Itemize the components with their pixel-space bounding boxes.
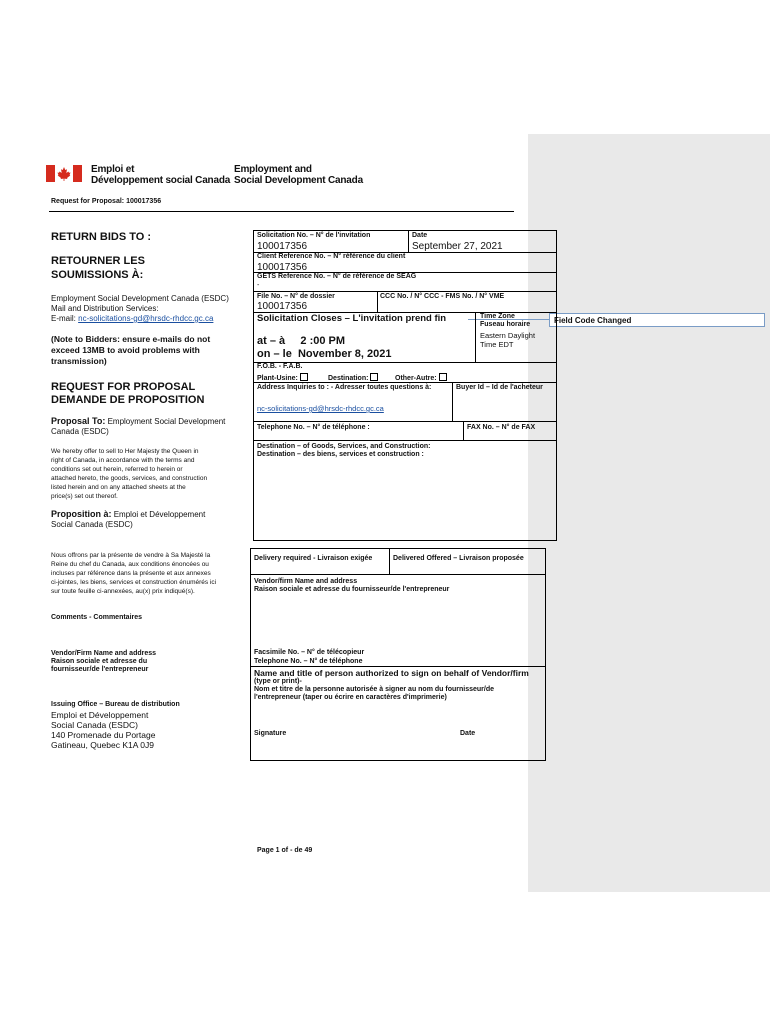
issuing-line2: Social Canada (ESDC) xyxy=(51,720,138,730)
buyer-id-label: Buyer Id – Id de l'acheteur xyxy=(456,384,543,391)
offer-en-line1: We hereby offer to sell to Her Majesty the Queen in xyxy=(51,448,199,455)
file-no-label: File No. – N° de dossier xyxy=(257,293,335,300)
divider xyxy=(389,548,390,574)
vendor-name-line1: Vendor/firm Name and address xyxy=(254,578,358,585)
divider xyxy=(463,421,464,440)
return-bids-heading: RETURN BIDS TO : xyxy=(51,231,152,243)
dept-fr-line2: Développement social Canada xyxy=(91,175,231,186)
destination-label: Destination: xyxy=(328,375,369,382)
date-value: September 27, 2021 xyxy=(412,241,503,252)
dept-en-line2: Social Development Canada xyxy=(234,175,363,186)
left-vendor-line2: Raison sociale et adresse du xyxy=(51,658,148,665)
offer-fr-line2: Reine du chef du Canada, aux conditions énoncées ou xyxy=(51,561,209,568)
delivery-required-label: Delivery required - Livraison exigée xyxy=(254,555,373,562)
offer-en-line2: right of Canada, in accordance with the terms and xyxy=(51,457,195,464)
proposition-line1 xyxy=(51,509,205,520)
closes-label: Solicitation Closes – L'invitation prend fin xyxy=(257,313,447,324)
file-no-value: 100017356 xyxy=(257,301,308,312)
left-vendor-label xyxy=(51,650,156,674)
offer-en-line6: price(s) set out thereof. xyxy=(51,493,118,500)
solicitation-no-value: 100017356 xyxy=(257,241,308,252)
rfp-title-line2: DEMANDE DE PROPOSITION xyxy=(51,394,205,406)
issuing-office-label: Issuing Office – Bureau de distribution xyxy=(51,701,180,708)
ccc-label: CCC No. / N° CCC - FMS No. / N° VME xyxy=(380,293,505,300)
field-code-changed-comment[interactable] xyxy=(549,313,765,327)
facsimile-label: Facsimile No. – N° de télécopieur xyxy=(254,649,365,656)
offer-fr-line4: ci-jointes, les biens, services et construction énumérés ici xyxy=(51,579,217,586)
retourner-heading xyxy=(51,254,145,282)
email-label: E-mail: xyxy=(51,314,79,323)
proposal-to-label: Proposal To: xyxy=(51,416,106,426)
destination-option xyxy=(328,373,378,383)
divider xyxy=(452,382,453,421)
offer-english xyxy=(51,447,207,501)
fob-label: F.O.B. - F.A.B. xyxy=(257,363,303,370)
signature-label: Signature xyxy=(254,730,287,737)
offer-french xyxy=(51,551,216,596)
dept-fr-line1: Emploi et xyxy=(91,164,135,175)
return-email-line xyxy=(51,314,229,324)
dept-en-line1: Employment and xyxy=(234,164,312,175)
proposal-to-value: Employment Social Development xyxy=(105,417,226,426)
timezone-label-line1: Time Zone xyxy=(480,313,515,320)
timezone-label xyxy=(480,313,530,329)
proposition-label: Proposition à: xyxy=(51,509,112,519)
issuing-line3: 140 Promenade du Portage xyxy=(51,730,156,740)
vendor-name-line2: Raison sociale et adresse du fournisseur/de l'entrepreneur xyxy=(254,586,450,593)
other-autre xyxy=(395,373,447,383)
offer-en-line5: listed herein and on any attached sheets at the xyxy=(51,484,186,491)
divider xyxy=(475,312,476,362)
proposal-to-line1 xyxy=(51,416,241,427)
offer-fr-line1: Nous offrons par la présente de vendre à Sa Majesté la xyxy=(51,552,211,559)
gets-value: - xyxy=(257,282,260,289)
inquiries-email-link[interactable] xyxy=(257,404,384,413)
offer-en-line4: attached hereto, the goods, services, and construction xyxy=(51,475,208,482)
timezone-label-line2: Fuseau horaire xyxy=(480,321,531,328)
return-address-line2: Mail and Distribution Services: xyxy=(51,304,159,313)
other-label: Other-Autre: xyxy=(395,375,437,382)
authorized-details xyxy=(254,678,494,702)
retourner-line2: SOUMISSIONS À: xyxy=(51,269,144,281)
issuing-line4: Gatineau, Quebec K1A 0J9 xyxy=(51,740,155,750)
client-ref-label: Client Reference No. – N° référence du client xyxy=(257,253,406,260)
divider xyxy=(253,440,557,441)
other-checkbox[interactable] xyxy=(439,373,447,381)
authorized-title: Name and title of person authorized to sign on behalf of Vendor/firm xyxy=(254,668,529,678)
rfp-title xyxy=(51,381,204,407)
comment-text: Field Code Changed xyxy=(554,316,632,325)
divider xyxy=(250,574,546,575)
issuing-line1: Emploi et Développement xyxy=(51,710,149,720)
plant-label: Plant-Usine: xyxy=(257,375,298,382)
bidder-note-line1: (Note to Bidders: ensure e-mails do not xyxy=(51,334,211,344)
offer-fr-line3: incluses par référence dans la présente et aux annexes xyxy=(51,570,211,577)
offer-fr-line5: sur toute feuille ci-annexées, au(x) prix indiqué(s). xyxy=(51,588,195,595)
return-address xyxy=(51,294,229,324)
destination-goods xyxy=(257,443,430,459)
fax-label: FAX No. – N° de FAX xyxy=(467,424,536,431)
offer-en-line3: conditions set out herein, referred to herein or xyxy=(51,466,183,473)
divider xyxy=(250,666,546,667)
bidder-note xyxy=(51,334,210,367)
dept-name-fr xyxy=(91,164,230,186)
bidder-note-line3: transmission) xyxy=(51,356,107,366)
header-rule xyxy=(49,211,514,212)
gets-label: GETS Reference No. – N° de référence de SEAG xyxy=(257,273,417,280)
rfp-title-line1: REQUEST FOR PROPOSAL xyxy=(51,381,196,393)
bidder-note-line2: exceed 13MB to avoid problems with xyxy=(51,345,200,355)
divider xyxy=(253,291,557,292)
solicitation-no-label: Solicitation No. – N° de l'invitation xyxy=(257,232,371,239)
return-email-link[interactable]: nc-solicitations-gd@hrsdc-rhdcc.gc.ca xyxy=(78,314,214,323)
retourner-line1: RETOURNER LES xyxy=(51,255,145,267)
destination-goods-line1: Destination – of Goods, Services, and Construction: xyxy=(257,443,431,450)
destination-goods-line2: Destination – des biens, services et construction : xyxy=(257,451,424,458)
return-address-line1: Employment Social Development Canada (ESDC) xyxy=(51,294,229,303)
left-vendor-line3: fournisseur/de l'entrepreneur xyxy=(51,666,149,673)
page-number: Page 1 of - de 49 xyxy=(257,847,313,854)
inquiries-email: nc-solicitations-gd@hrsdc-rhdcc.gc.ca xyxy=(257,404,384,413)
issuing-office-address xyxy=(51,710,155,750)
rfp-reference: Request for Proposal: 100017356 xyxy=(51,198,162,205)
delivery-offered-label: Delivered Offered – Livraison proposée xyxy=(393,555,524,562)
date-label: Date xyxy=(412,232,428,239)
vendor-name-label xyxy=(254,578,449,594)
proposal-to-line2: Canada (ESDC) xyxy=(51,427,109,436)
closes-time: at – à 2 :00 PM xyxy=(257,335,346,347)
proposal-to xyxy=(51,416,241,437)
client-ref-value: 100017356 xyxy=(257,262,308,273)
proposition-value: Emploi et Développement xyxy=(111,510,206,519)
telephone-label: Telephone No. – N° de téléphone : xyxy=(257,424,370,431)
dept-name-en xyxy=(234,164,363,186)
timezone-value-line1: Eastern Daylight xyxy=(480,331,536,340)
left-vendor-line1: Vendor/Firm Name and address xyxy=(51,650,157,657)
comments-label: Comments - Commentaires xyxy=(51,614,143,621)
authorized-line4: l'entrepreneur (taper ou écrire en caractères d'imprimerie) xyxy=(254,694,447,701)
divider xyxy=(253,421,557,422)
canada-flag-icon xyxy=(46,165,82,182)
telephone2-label: Telephone No. – N° de téléphone xyxy=(254,658,363,665)
divider xyxy=(377,291,378,312)
divider xyxy=(408,230,409,252)
authorized-line2: (type or print)- xyxy=(254,678,302,685)
closes-date: on – le November 8, 2021 xyxy=(257,348,392,360)
proposition-line2: Social Canada (ESDC) xyxy=(51,520,133,529)
timezone-value xyxy=(480,331,535,349)
authorized-line3: Nom et titre de la personne autorisée à signer au nom du fournisseur/de xyxy=(254,686,494,693)
inquiries-label: Address Inquiries to : - Adresser toutes questions à: xyxy=(257,384,432,391)
review-margin-pane xyxy=(528,134,770,892)
plant-checkbox[interactable] xyxy=(300,373,308,381)
destination-checkbox[interactable] xyxy=(370,373,378,381)
plant-usine xyxy=(257,373,308,383)
timezone-value-line2: Time EDT xyxy=(480,340,514,349)
signature-date-label: Date xyxy=(460,730,476,737)
proposition-a xyxy=(51,509,205,530)
